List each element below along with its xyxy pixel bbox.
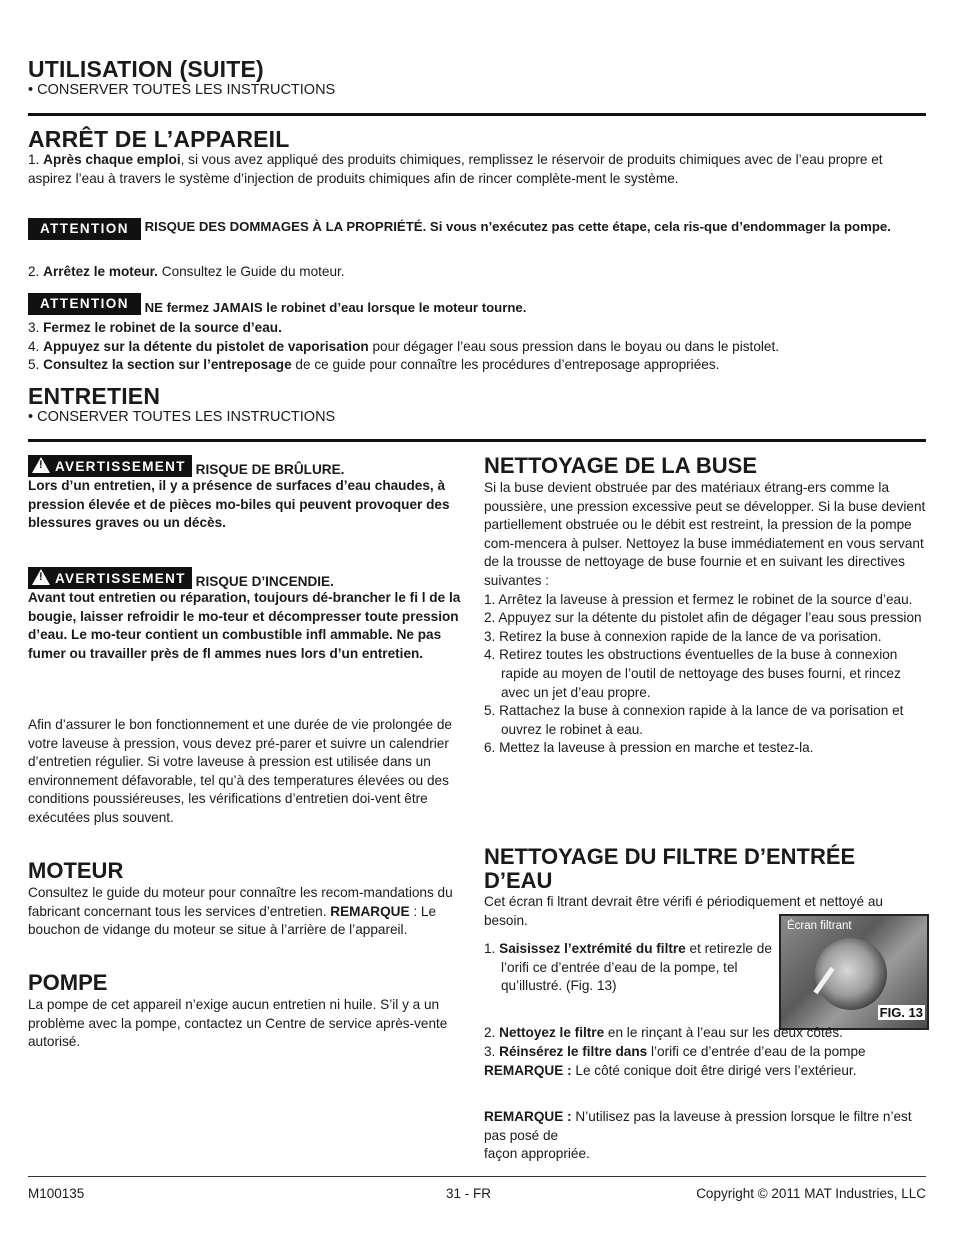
- buse-section: [484, 479, 926, 758]
- header-divider: [28, 113, 926, 116]
- list-item: 6. Mettez la laveuse à pression en marche et testez-la.: [484, 740, 814, 756]
- figure-label: FIG. 13: [879, 1005, 923, 1020]
- page-subtitle: • CONSERVER TOUTES LES INSTRUCTIONS: [28, 82, 336, 98]
- attention-label: ATTENTION: [28, 218, 141, 240]
- doc-id: M100135: [28, 1186, 85, 1201]
- copyright: Copyright © 2011 MAT Industries, LLC: [696, 1186, 926, 1201]
- arret-step-4: 4. Appuyez sur la détente du pistolet de vaporisation pour dégager l’eau sous pression dans le boyau ou dans le pistolet.: [28, 339, 780, 354]
- list-item: 4. Retirez toutes les obstructions éventuelles de la buse à connexion rapide au moyen de l’outil de nettoyage des buses fourni, et rincez avec un jet d’eau propre.: [484, 647, 901, 700]
- avertissement-label: ! AVERTISSEMENT: [28, 455, 192, 477]
- filtre-intro: Cet écran fi ltrant devrait être vérifi é périodiquement et nettoyé au besoin.: [484, 894, 883, 928]
- filtre-step-1: 1. Saisissez l’extrémité du filtre et retirezle de l’orifi ce d’entrée d’eau de la pompe, tel qu’illustré. (Fig. 13): [484, 941, 772, 994]
- avertissement-label: ! AVERTISSEMENT: [28, 567, 192, 589]
- buse-intro: Si la buse devient obstruée par des matériaux étrang-ers comme la poussière, une pression excessive peut se développer. Si la buse devient partiellement obstruée ou le débit est restreint, la pression de la pompe com-mencera à pulser. Nettoyez la buse immédiatement en vous servant de la trousse de nettoyage de buse fournie et en suivant les directives suivantes :: [484, 480, 926, 588]
- arret-step-3: 3. Fermez le robinet de la source d’eau.: [28, 320, 282, 335]
- attention-1: ATTENTION RISQUE DES DOMMAGES À LA PROPRIÉTÉ. Si vous n’exécutez pas cette étape, cela ris-que d’endommager la pompe.: [28, 218, 926, 240]
- filtre-title: NETTOYAGE DU FILTRE D’ENTRÉE D’EAU: [484, 844, 856, 893]
- filtre-step-2: 2. Nettoyez le filtre en le rinçant à l’eau sur les deux côtés.: [484, 1025, 843, 1040]
- arret-step-2: 2. Arrêtez le moteur. Consultez le Guide du moteur.: [28, 264, 345, 279]
- attention-2: ATTENTION NE fermez JAMAIS le robinet d’eau lorsque le moteur tourne.: [28, 293, 926, 315]
- filter-photo: [779, 914, 929, 1030]
- arret-title: ARRÊT DE L’APPAREIL: [28, 126, 290, 152]
- filtre-step-3: 3. Réinsérez le filtre dans l’orifi ce d’entrée d’eau de la pompe REMARQUE : Le côté conique doit être dirigé vers l’extérieur.: [484, 1044, 866, 1078]
- page-title: UTILISATION (SUITE): [28, 56, 264, 82]
- attention-label: ATTENTION: [28, 293, 141, 315]
- entretien-intro: Afin d’assurer le bon fonctionnement et une durée de vie prolongée de votre laveuse à pression, vous devez pré-parer et suivre un calendrier d’entretien régulier. Si votre laveuse à pression est utilisée dans un environnement défavorable, tel qu’à des temperatures élevées ou des conditions poussiéreuses, les vérifications d’entretien doi-vent être exécutées plus souvent.: [28, 717, 452, 825]
- arret-section: [28, 151, 926, 188]
- list-item: 2. Appuyez sur la détente du pistolet afin de dégager l’eau sous pression: [484, 610, 922, 626]
- entretien-subtitle: • CONSERVER TOUTES LES INSTRUCTIONS: [28, 409, 336, 425]
- moteur-text: Consultez le guide du moteur pour connaître les recom-mandations du fabricant concernant tous les services d’entretien. REMARQUE : Le bouchon de vidange du moteur se situe à l’arrière de l’appareil.: [28, 885, 453, 938]
- buse-title: NETTOYAGE DE LA BUSE: [484, 453, 758, 478]
- warning-triangle-icon: !: [32, 457, 50, 473]
- list-item: 3. Retirez la buse à connexion rapide de la lance de va porisation.: [484, 628, 882, 644]
- arret-step-1: 1. Après chaque emploi, si vous avez appliqué des produits chimiques, remplissez le réservoir de produits chimiques avec de l’eau propre et aspirez l’eau à travers le système d’injection de produits chimiques afin de rincer complète-ment le système.: [28, 152, 883, 186]
- entretien-divider: [28, 439, 926, 442]
- pompe-title: POMPE: [28, 970, 108, 995]
- entretien-title: ENTRETIEN: [28, 383, 161, 409]
- footer-divider: [28, 1176, 926, 1177]
- arret-step-5: 5. Consultez la section sur l’entreposage de ce guide pour connaître les procédures d’entreposage appropriées.: [28, 357, 720, 372]
- list-item: 1. Arrêtez la laveuse à pression et fermez le robinet de la source d’eau.: [484, 591, 913, 607]
- warning-fire: ! AVERTISSEMENT RISQUE D’INCENDIE. Avant tout entretien ou réparation, toujours dé-brancher le fi l de la bougie, laisser refroidir le mo-teur et décompresser toute pression d’eau. Le mo-teur contient un combustible infl ammable. Ne pas fumer ou travailler près de fl ammes nues lors d’un entretien.: [28, 567, 468, 663]
- warning-burn: ! AVERTISSEMENT RISQUE DE BRÛLURE. Lors d’un entretien, il y a présence de surfaces d’eau chaudes, à pression élevée et de pièces mo-biles qui peuvent provoquer des blessures graves ou un décès.: [28, 455, 470, 533]
- warning-triangle-icon: !: [32, 569, 50, 585]
- moteur-title: MOTEUR: [28, 858, 124, 883]
- photo-caption: Écran filtrant: [787, 920, 852, 932]
- list-item: 5. Rattachez la buse à connexion rapide à la lance de va porisation et ouvrez le robinet à eau.: [484, 703, 904, 737]
- filtre-remark: REMARQUE : N’utilisez pas la laveuse à pression lorsque le filtre n’est pas posé de façon appropriée.: [484, 1109, 912, 1162]
- page-number: 31 - FR: [446, 1186, 492, 1201]
- pompe-text: La pompe de cet appareil n’exige aucun entretien ni huile. S’il y a un problème avec la pompe, contactez un Centre de service après-vente autorisé.: [28, 997, 448, 1050]
